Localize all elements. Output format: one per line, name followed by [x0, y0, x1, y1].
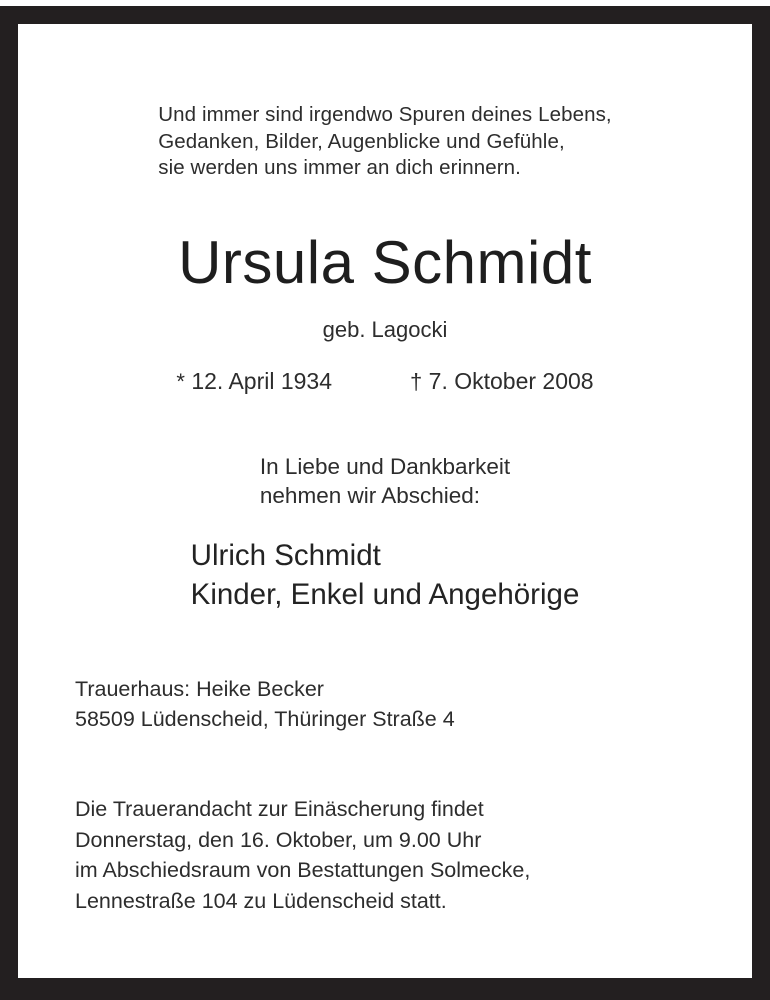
funeral-service-details — [75, 794, 530, 916]
birth-date: 12. April 1934 — [191, 368, 333, 394]
death-date-group — [410, 366, 594, 397]
life-dates — [18, 366, 752, 397]
farewell-line-1: In Liebe und Dankbarkeit — [259, 454, 511, 479]
service-line-2: Donnerstag, den 16. Oktober, um 9.00 Uhr — [75, 827, 482, 852]
mourning-border-frame — [0, 6, 770, 1000]
epitaph-line-3: sie werden uns immer an dich erinnern. — [158, 156, 521, 179]
mourner-line-2: Kinder, Enkel und Angehörige — [190, 578, 580, 611]
mourning-house-line-1: Trauerhaus: Heike Becker — [75, 677, 324, 701]
mourning-house-address — [75, 674, 455, 734]
birth-date-group — [176, 366, 332, 397]
birth-asterisk-icon: * — [176, 369, 185, 394]
mourners-list — [18, 536, 752, 614]
cross-dagger-icon: † — [410, 369, 423, 394]
notice-content-area — [18, 24, 752, 978]
deceased-name: Ursula Schmidt — [178, 229, 592, 296]
mourner-line-1: Ulrich Schmidt — [190, 539, 381, 572]
service-line-3: im Abschiedsraum von Bestattungen Solmecke, — [75, 858, 531, 882]
deceased-maiden-name: geb. Lagocki — [322, 317, 448, 342]
farewell-line-2: nehmen wir Abschied: — [259, 483, 481, 508]
epitaph-verse — [18, 102, 752, 182]
epitaph-line-2: Gedanken, Bilder, Augenblicke und Gefühle, — [158, 129, 565, 153]
service-line-1: Die Trauerandacht zur Einäscherung findet — [75, 797, 484, 821]
mourning-house-line-2: 58509 Lüdenscheid, Thüringer Straße 4 — [75, 707, 455, 731]
epitaph-line-1: Und immer sind irgendwo Spuren deines Lebens, — [158, 103, 612, 126]
service-line-4: Lennestraße 104 zu Lüdenscheid statt. — [75, 888, 447, 913]
farewell-statement — [18, 452, 752, 510]
death-date: 7. Oktober 2008 — [428, 368, 594, 394]
